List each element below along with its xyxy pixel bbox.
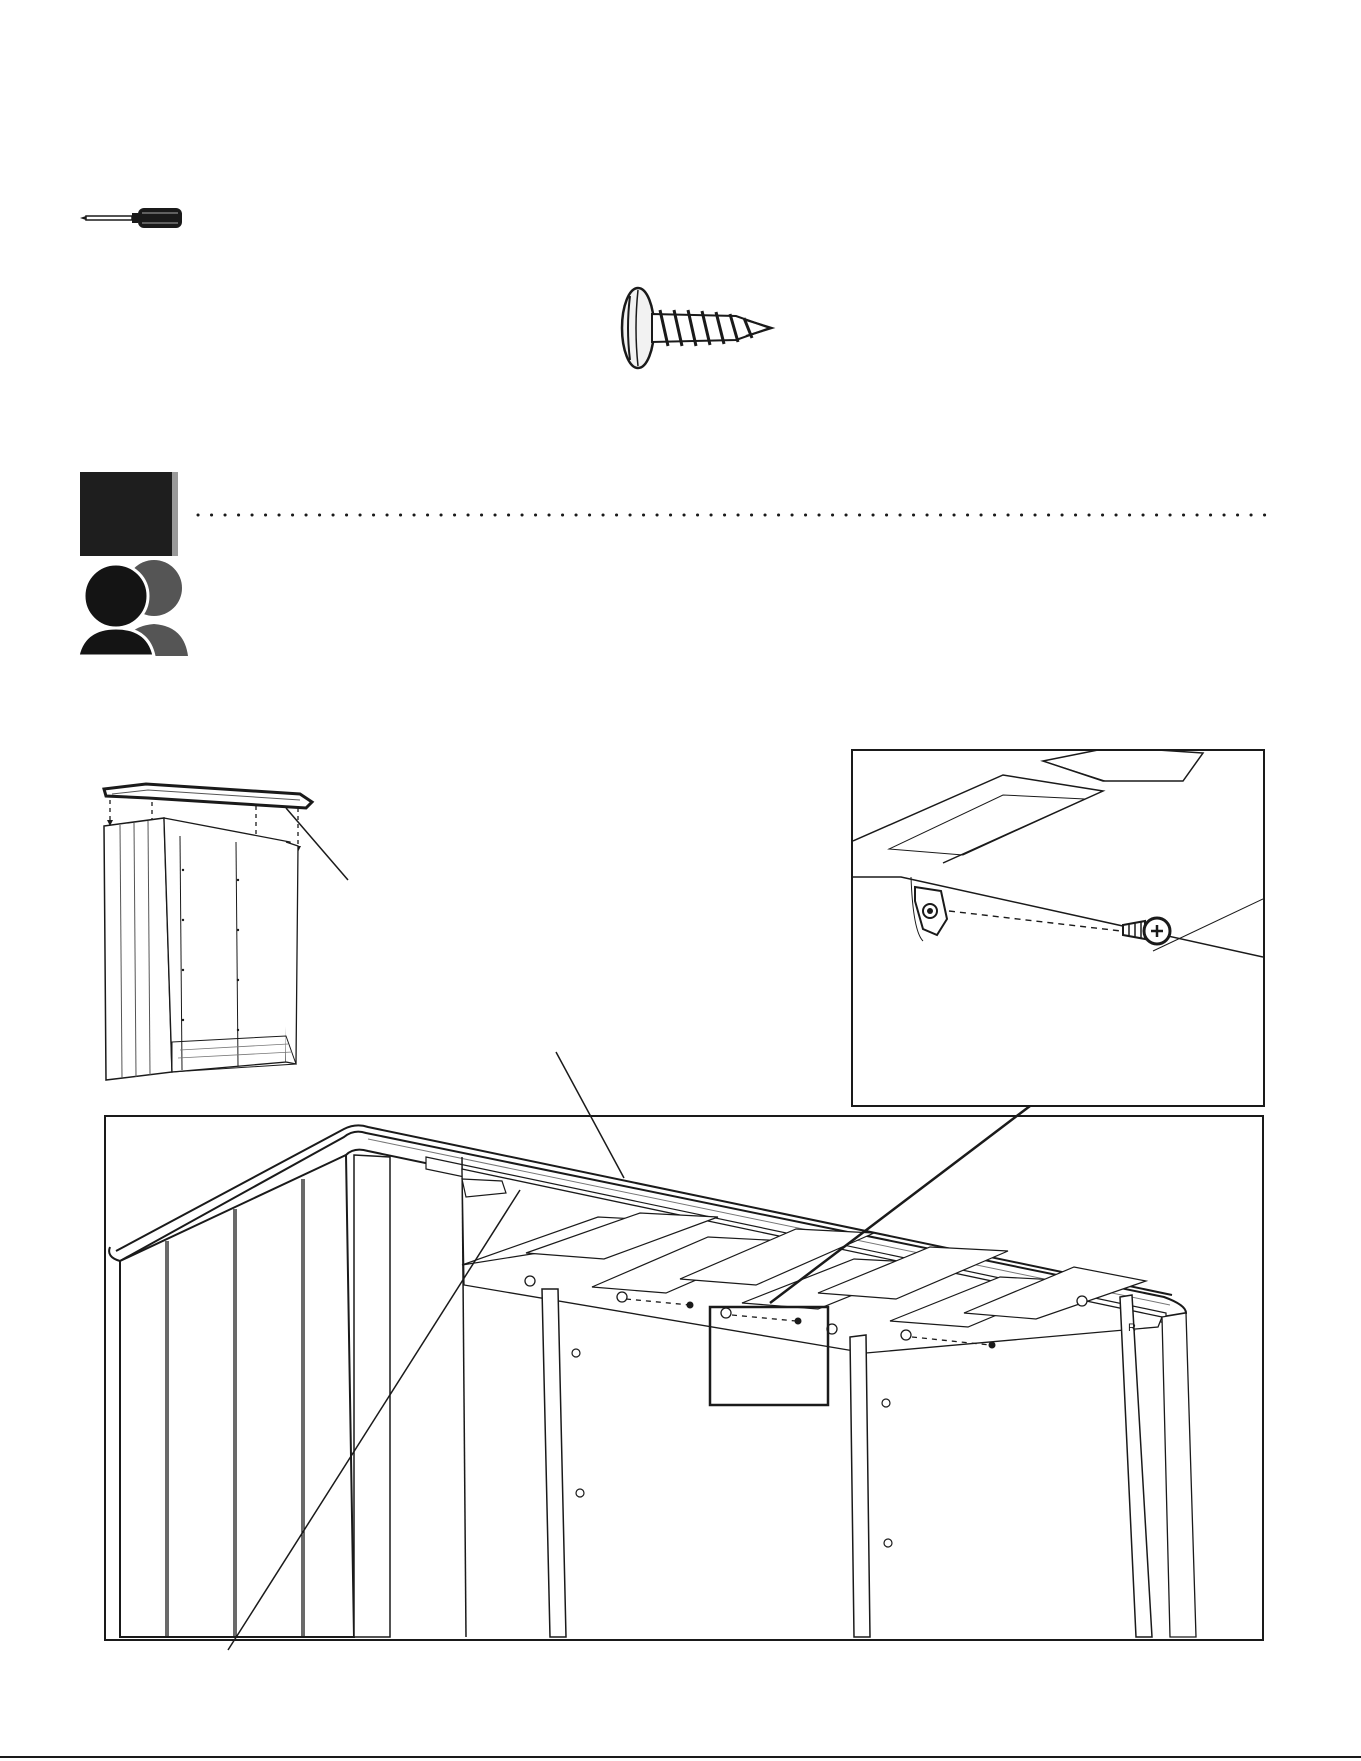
step-badge-edge: [172, 472, 178, 556]
page-bottom-rule: [0, 1756, 1361, 1758]
step-number-block: [80, 472, 178, 556]
step-number-badge: [80, 472, 172, 556]
main-assembly-view: [104, 1115, 1264, 1641]
panel-mark-r: R: [1128, 1322, 1136, 1334]
section-dotted-rule: [196, 512, 1276, 518]
two-person-icon: [78, 560, 190, 656]
overview-shed-thumbnail: [100, 780, 320, 1100]
detail-inset-screw-closeup: [851, 749, 1265, 1107]
phillips-screwdriver-icon: [78, 204, 188, 232]
pan-head-screw-icon: [616, 284, 776, 374]
